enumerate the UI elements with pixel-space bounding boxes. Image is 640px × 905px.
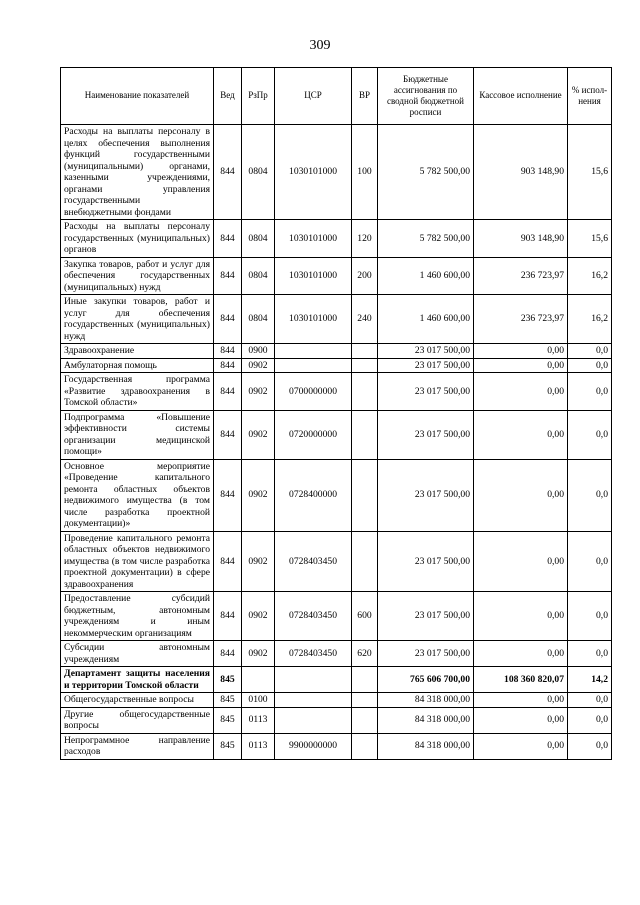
row-vr: 620 [352, 641, 378, 667]
header-budget: Бюджетные ассигнования по сводной бюджетной росписи [378, 68, 474, 125]
row-vr [352, 459, 378, 531]
row-ved: 844 [214, 125, 242, 220]
row-budget: 5 782 500,00 [378, 220, 474, 258]
table-row [61, 410, 612, 459]
row-percent: 0,0 [568, 707, 612, 733]
table-row [61, 358, 612, 373]
row-budget: 765 606 700,00 [378, 667, 474, 693]
row-name: Закупка товаров, работ и услуг для обеспечения государственных (муниципальных) нужд [61, 257, 214, 295]
table-row [61, 707, 612, 733]
row-vr [352, 707, 378, 733]
row-csr: 0720000000 [275, 410, 352, 459]
row-cash: 903 148,90 [474, 125, 568, 220]
row-ved: 844 [214, 592, 242, 641]
row-csr [275, 707, 352, 733]
row-rzpr: 0902 [242, 459, 275, 531]
row-cash: 0,00 [474, 410, 568, 459]
row-name: Подпрограмма «Повышение эффективности системы организации медицинской помощи» [61, 410, 214, 459]
row-rzpr [242, 667, 275, 693]
header-name: Наименование показателей [61, 68, 214, 125]
row-percent: 0,0 [568, 344, 612, 359]
row-vr [352, 693, 378, 708]
row-percent: 0,0 [568, 459, 612, 531]
row-budget: 23 017 500,00 [378, 459, 474, 531]
row-vr: 240 [352, 295, 378, 344]
row-rzpr: 0902 [242, 531, 275, 592]
row-vr: 200 [352, 257, 378, 295]
row-rzpr: 0902 [242, 641, 275, 667]
row-csr: 1030101000 [275, 220, 352, 258]
row-rzpr: 0804 [242, 125, 275, 220]
row-cash: 108 360 820,07 [474, 667, 568, 693]
row-percent: 0,0 [568, 592, 612, 641]
row-percent: 16,2 [568, 295, 612, 344]
row-budget: 23 017 500,00 [378, 641, 474, 667]
row-ved: 844 [214, 257, 242, 295]
table-row [61, 125, 612, 220]
table-row [61, 257, 612, 295]
budget-execution-table [60, 67, 612, 760]
row-budget: 5 782 500,00 [378, 125, 474, 220]
row-name: Расходы на выплаты персоналу в целях обеспечения выполнения функций государственными (муниципальными) органами, казенными учреждениями, органами управления государственными внебюджетными фондами [61, 125, 214, 220]
row-name: Расходы на выплаты персоналу государственных (муниципальных) органов [61, 220, 214, 258]
row-rzpr: 0900 [242, 344, 275, 359]
row-csr: 0700000000 [275, 373, 352, 411]
table-row [61, 220, 612, 258]
row-name: Департамент защиты населения и территории Томской области [61, 667, 214, 693]
row-vr [352, 733, 378, 759]
row-ved: 844 [214, 531, 242, 592]
table-row [61, 667, 612, 693]
row-cash: 0,00 [474, 693, 568, 708]
row-ved: 845 [214, 667, 242, 693]
row-ved: 844 [214, 295, 242, 344]
row-rzpr: 0113 [242, 733, 275, 759]
row-name: Основное мероприятие «Проведение капитального ремонта областных объектов недвижимого имущества (в том числе разработка проектной документации)» [61, 459, 214, 531]
table-row [61, 693, 612, 708]
row-csr: 1030101000 [275, 257, 352, 295]
row-csr: 0728403450 [275, 531, 352, 592]
header-percent: % испол-нения [568, 68, 612, 125]
row-cash: 0,00 [474, 459, 568, 531]
row-name: Амбулаторная помощь [61, 358, 214, 373]
row-name: Другие общегосударственные вопросы [61, 707, 214, 733]
row-percent: 0,0 [568, 358, 612, 373]
row-ved: 844 [214, 641, 242, 667]
row-percent: 0,0 [568, 373, 612, 411]
table-row [61, 531, 612, 592]
row-budget: 84 318 000,00 [378, 693, 474, 708]
row-rzpr: 0902 [242, 592, 275, 641]
row-name: Здравоохранение [61, 344, 214, 359]
row-cash: 0,00 [474, 641, 568, 667]
row-vr [352, 358, 378, 373]
row-vr [352, 373, 378, 411]
row-budget: 23 017 500,00 [378, 592, 474, 641]
row-csr: 0728403450 [275, 592, 352, 641]
table-row [61, 373, 612, 411]
row-percent: 15,6 [568, 125, 612, 220]
row-rzpr: 0804 [242, 257, 275, 295]
row-csr: 1030101000 [275, 125, 352, 220]
table-row [61, 733, 612, 759]
table-row [61, 592, 612, 641]
row-csr: 9900000000 [275, 733, 352, 759]
header-cash: Кассовое исполнение [474, 68, 568, 125]
row-ved: 844 [214, 344, 242, 359]
row-ved: 845 [214, 733, 242, 759]
row-budget: 84 318 000,00 [378, 733, 474, 759]
row-name: Проведение капитального ремонта областных объектов недвижимого имущества (в том числе разработка проектной документации) в сфере здравоохранения [61, 531, 214, 592]
row-budget: 23 017 500,00 [378, 344, 474, 359]
row-vr [352, 344, 378, 359]
row-vr: 100 [352, 125, 378, 220]
row-ved: 844 [214, 358, 242, 373]
row-percent: 14,2 [568, 667, 612, 693]
row-cash: 903 148,90 [474, 220, 568, 258]
row-csr: 0728403450 [275, 641, 352, 667]
row-ved: 844 [214, 373, 242, 411]
row-name: Субсидии автономным учреждениям [61, 641, 214, 667]
row-cash: 236 723,97 [474, 257, 568, 295]
row-percent: 0,0 [568, 733, 612, 759]
row-budget: 1 460 600,00 [378, 295, 474, 344]
row-budget: 23 017 500,00 [378, 410, 474, 459]
row-rzpr: 0902 [242, 373, 275, 411]
header-ved: Вед [214, 68, 242, 125]
row-rzpr: 0902 [242, 358, 275, 373]
row-name: Непрограммное направление расходов [61, 733, 214, 759]
row-budget: 23 017 500,00 [378, 373, 474, 411]
row-vr: 600 [352, 592, 378, 641]
row-csr [275, 693, 352, 708]
row-cash: 0,00 [474, 592, 568, 641]
row-cash: 0,00 [474, 531, 568, 592]
row-rzpr: 0113 [242, 707, 275, 733]
row-csr [275, 358, 352, 373]
row-budget: 84 318 000,00 [378, 707, 474, 733]
table-row [61, 295, 612, 344]
row-ved: 845 [214, 707, 242, 733]
page-number: 309 [309, 38, 331, 53]
row-budget: 23 017 500,00 [378, 531, 474, 592]
table-row [61, 459, 612, 531]
row-cash: 0,00 [474, 373, 568, 411]
row-budget: 1 460 600,00 [378, 257, 474, 295]
row-rzpr: 0902 [242, 410, 275, 459]
row-vr [352, 410, 378, 459]
row-csr: 1030101000 [275, 295, 352, 344]
row-cash: 0,00 [474, 358, 568, 373]
header-vr: ВР [352, 68, 378, 125]
row-percent: 0,0 [568, 531, 612, 592]
row-ved: 844 [214, 220, 242, 258]
row-name: Общегосударственные вопросы [61, 693, 214, 708]
row-budget: 23 017 500,00 [378, 358, 474, 373]
table-body [61, 125, 612, 760]
row-cash: 0,00 [474, 707, 568, 733]
row-csr [275, 667, 352, 693]
row-ved: 845 [214, 693, 242, 708]
header-csr: ЦСР [275, 68, 352, 125]
row-rzpr: 0100 [242, 693, 275, 708]
row-cash: 0,00 [474, 344, 568, 359]
row-percent: 0,0 [568, 410, 612, 459]
row-vr [352, 531, 378, 592]
row-csr [275, 344, 352, 359]
row-cash: 0,00 [474, 733, 568, 759]
row-rzpr: 0804 [242, 220, 275, 258]
header-rzpr: РзПр [242, 68, 275, 125]
table-header-row [61, 68, 612, 125]
table-row [61, 641, 612, 667]
row-percent: 16,2 [568, 257, 612, 295]
row-percent: 0,0 [568, 641, 612, 667]
row-vr [352, 667, 378, 693]
row-ved: 844 [214, 410, 242, 459]
table-row [61, 344, 612, 359]
row-name: Государственная программа «Развитие здравоохранения в Томской области» [61, 373, 214, 411]
row-vr: 120 [352, 220, 378, 258]
row-ved: 844 [214, 459, 242, 531]
row-percent: 0,0 [568, 693, 612, 708]
row-csr: 0728400000 [275, 459, 352, 531]
row-rzpr: 0804 [242, 295, 275, 344]
row-name: Иные закупки товаров, работ и услуг для обеспечения государственных (муниципальных) нужд [61, 295, 214, 344]
row-name: Предоставление субсидий бюджетным, автономным учреждениям и иным некоммерческим организациям [61, 592, 214, 641]
row-percent: 15,6 [568, 220, 612, 258]
row-cash: 236 723,97 [474, 295, 568, 344]
